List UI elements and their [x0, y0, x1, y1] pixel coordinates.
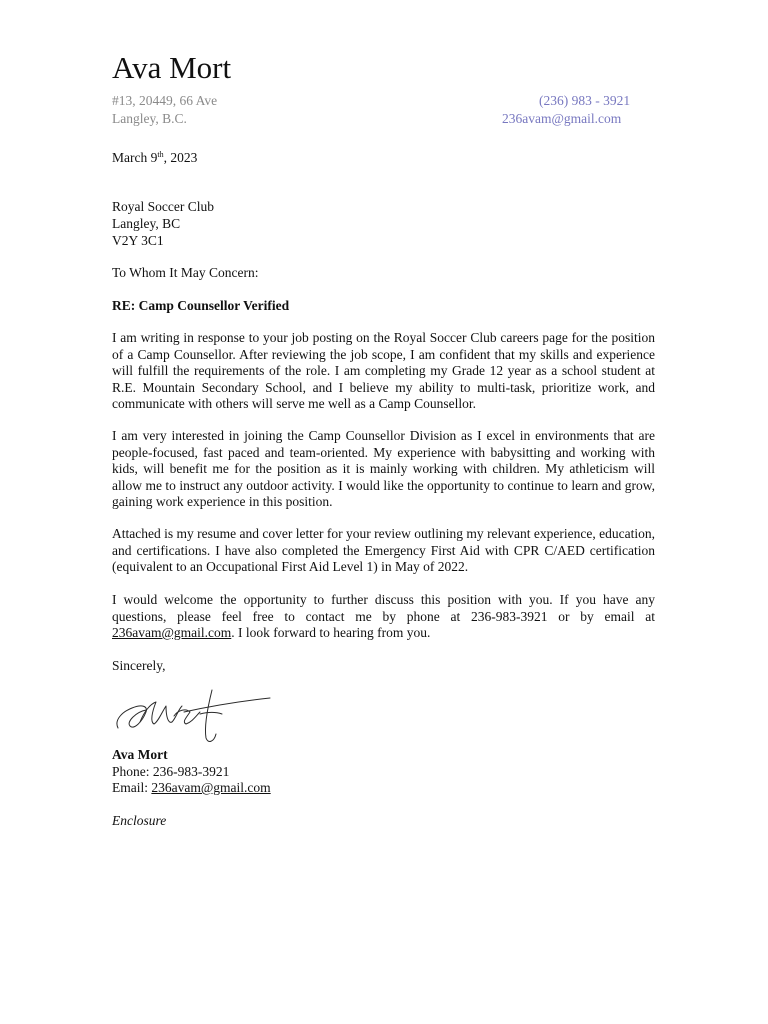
- recipient-line1: Royal Soccer Club: [112, 199, 214, 214]
- body-paragraph-4: [112, 592, 655, 642]
- recipient-line3: V2Y 3C1: [112, 233, 164, 248]
- sender-address-line2: Langley, B.C.: [112, 111, 187, 126]
- paragraph-4-text-end: . I look forward to hearing from you.: [231, 625, 431, 640]
- recipient-line2: Langley, BC: [112, 216, 181, 231]
- sender-name-heading: Ava Mort: [112, 50, 232, 85]
- paragraph-4-text-start: I would welcome the opportunity to further discuss this position with you. If you have any questions, please feel free to contact me by phone at 236-983-3921 or by email at: [112, 592, 655, 624]
- subject-line: RE: Camp Counsellor Verified: [112, 298, 290, 313]
- signer-name: Ava Mort: [112, 747, 168, 762]
- signer-phone: Phone: 236-983-3921: [112, 764, 230, 779]
- recipient-address: [112, 198, 214, 249]
- signer-email-link[interactable]: 236avam@gmail.com: [151, 780, 271, 795]
- closing: Sincerely,: [112, 658, 166, 673]
- body-paragraph-3: Attached is my resume and cover letter for your review outlining my relevant experience, education, and certifications. I have also completed the Emergency First Aid with CPR C/AED certification (equivalent to an Occupational First Aid Level 1) in May of 2022.: [112, 526, 655, 574]
- body-paragraph-2: I am very interested in joining the Camp Counsellor Division as I excel in environments that are people-focused, fast paced and team-oriented. My experience with babysitting and working with kids, will benefit me for the position as it is mainly working with children. My athleticism will allow me to instruct any outdoor activity. I would like the opportunity to continue to learn and grow, gaining work experience in this position.: [112, 428, 655, 509]
- salutation: To Whom It May Concern:: [112, 265, 259, 280]
- signer-email-label: Email:: [112, 780, 152, 795]
- signer-email-row: [112, 779, 271, 796]
- date-month-day: March 9: [112, 150, 158, 165]
- date-suffix: th: [157, 150, 164, 159]
- letter-date: [112, 149, 197, 166]
- sender-email[interactable]: 236avam@gmail.com: [502, 111, 622, 126]
- handwritten-signature: [112, 682, 277, 748]
- date-year: , 2023: [163, 150, 198, 165]
- body-paragraph-1: I am writing in response to your job posting on the Royal Soccer Club careers page for the position of a Camp Counsellor. After reviewing the job scope, I am confident that my skills and experience will fulfill the requirements of the role. I am completing my Grade 12 year as a school student at R.E. Mountain Secondary School, and I believe my ability to multi-task, prioritize work, and communicate with others will serve me well as a Camp Counsellor.: [112, 330, 655, 411]
- enclosure-note: Enclosure: [112, 813, 167, 828]
- sender-phone: (236) 983 - 3921: [539, 93, 631, 108]
- sender-address-line1: #13, 20449, 66 Ave: [112, 93, 218, 108]
- paragraph-4-email-link[interactable]: 236avam@gmail.com: [112, 625, 232, 640]
